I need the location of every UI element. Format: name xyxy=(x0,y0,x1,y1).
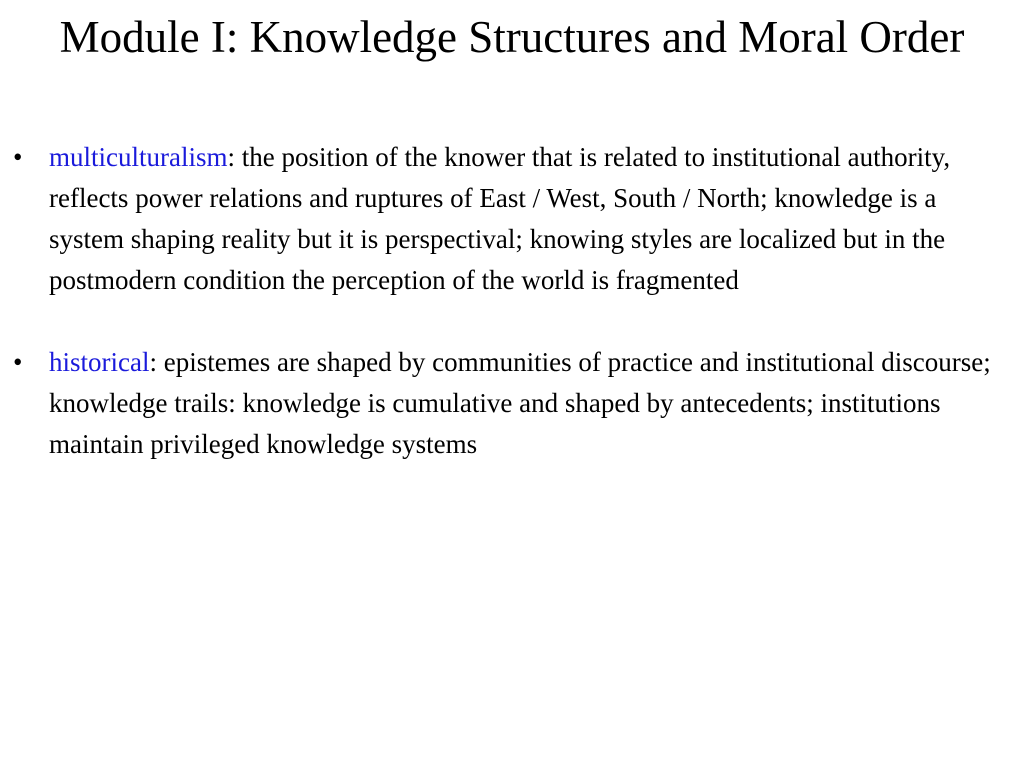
bullet-text: : epistemes are shaped by communities of practice and institutional discourse; knowledge trails: knowledge is cumulative and shaped by antecedents; institutions maintain privileged knowledge systems xyxy=(49,347,991,459)
bullet-list xyxy=(0,137,1000,465)
bullet-text: : the position of the knower that is related to institutional authority, reflects power relations and ruptures of East / West, South / North; knowledge is a system shaping reality but it is perspectival; knowing styles are localized but in the postmodern condition the perception of the world is fragmented xyxy=(49,142,951,295)
bullet-item-multiculturalism xyxy=(0,137,1000,301)
bullet-term: multiculturalism xyxy=(49,142,228,172)
bullet-term: historical xyxy=(49,347,150,377)
slide-title: Module I: Knowledge Structures and Moral Order xyxy=(59,12,965,62)
bullet-marker: • xyxy=(13,347,23,377)
bullet-marker: • xyxy=(13,142,23,172)
bullet-item-historical xyxy=(0,342,1000,465)
